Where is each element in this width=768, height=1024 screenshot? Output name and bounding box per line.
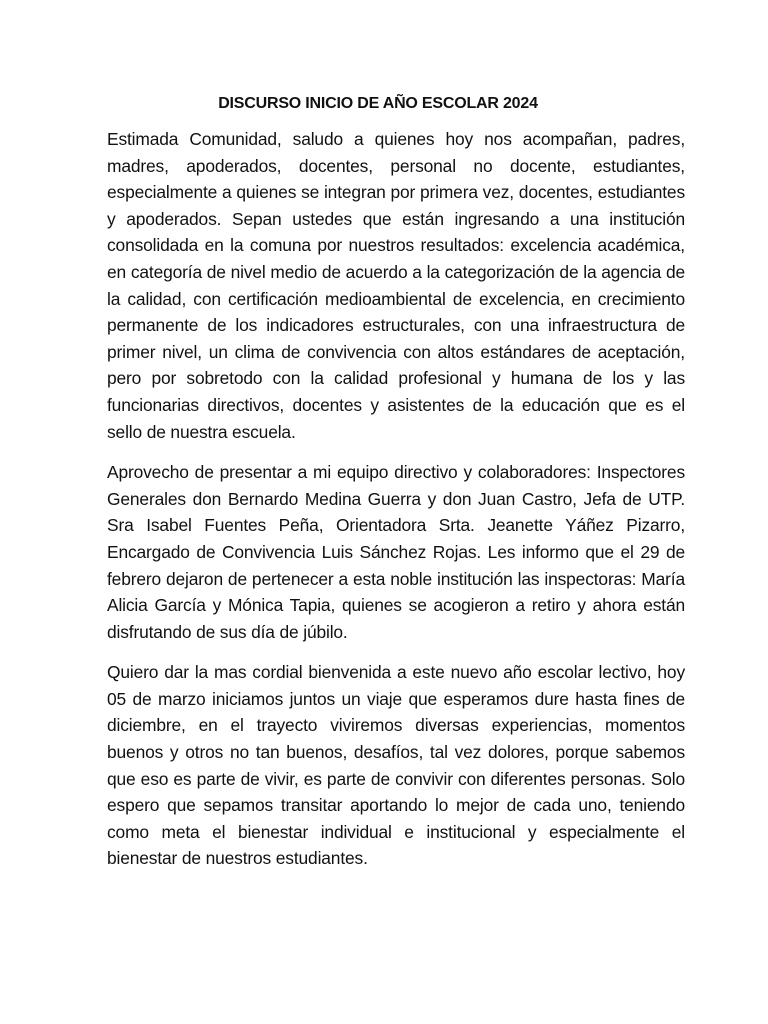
paragraph-closing: Quiero dar la mas cordial bienvenida a este nuevo año escolar lectivo, hoy 05 de marzo iniciamos juntos un viaje que esperamos dure hasta fines de diciembre, en el trayecto viviremos diversas experiencias, momentos buenos y otros no tan buenos, desafíos, tal vez dolores, porque sabemos que eso es parte de vivir, es parte de convivir con diferentes personas. Solo espero que sepamos transitar aportando lo mejor de cada uno, teniendo como meta el bienestar individual e institucional y especialmente el bienestar de nuestros estudiantes.: [107, 662, 685, 869]
paragraph-welcome: Estimada Comunidad, saludo a quienes hoy nos acompañan, padres, madres, apoderados, docentes, personal no docente, estudiantes, especialmente a quienes se integran por primera vez, docentes, estudiantes y apoderados. Sepan ustedes que están ingresando a una institución consolidada en la comuna por nuestros resultados: excelencia académica, en categoría de nivel medio de acuerdo a la categorización de la agencia de la calidad, con certificación medioambiental de excelencia, en crecimiento permanente de los indicadores estructurales, con una infraestructura de primer nivel, un clima de convivencia con altos estándares de aceptación, pero por sobretodo con la calidad profesional y humana de los y las funcionarias directivos, docentes y asistentes de la educación que es el sello de nuestra escuela.: [107, 129, 685, 442]
document-page: [107, 92, 685, 886]
document-title: DISCURSO INICIO DE AÑO ESCOLAR 2024: [218, 95, 538, 112]
paragraph-team: Aprovecho de presentar a mi equipo directivo y colaboradores: Inspectores Generales don Bernardo Medina Guerra y don Juan Castro, Jefa de UTP. Sra Isabel Fuentes Peña, Orientadora Srta. Jeanette Yáñez Pizarro, Encargado de Convivencia Luis Sánchez Rojas. Les informo que el 29 de febrero dejaron de pertenecer a esta noble institución las inspectoras: María Alicia García y Mónica Tapia, quienes se acogieron a retiro y ahora están disfrutando de sus día de júbilo.: [107, 462, 685, 642]
